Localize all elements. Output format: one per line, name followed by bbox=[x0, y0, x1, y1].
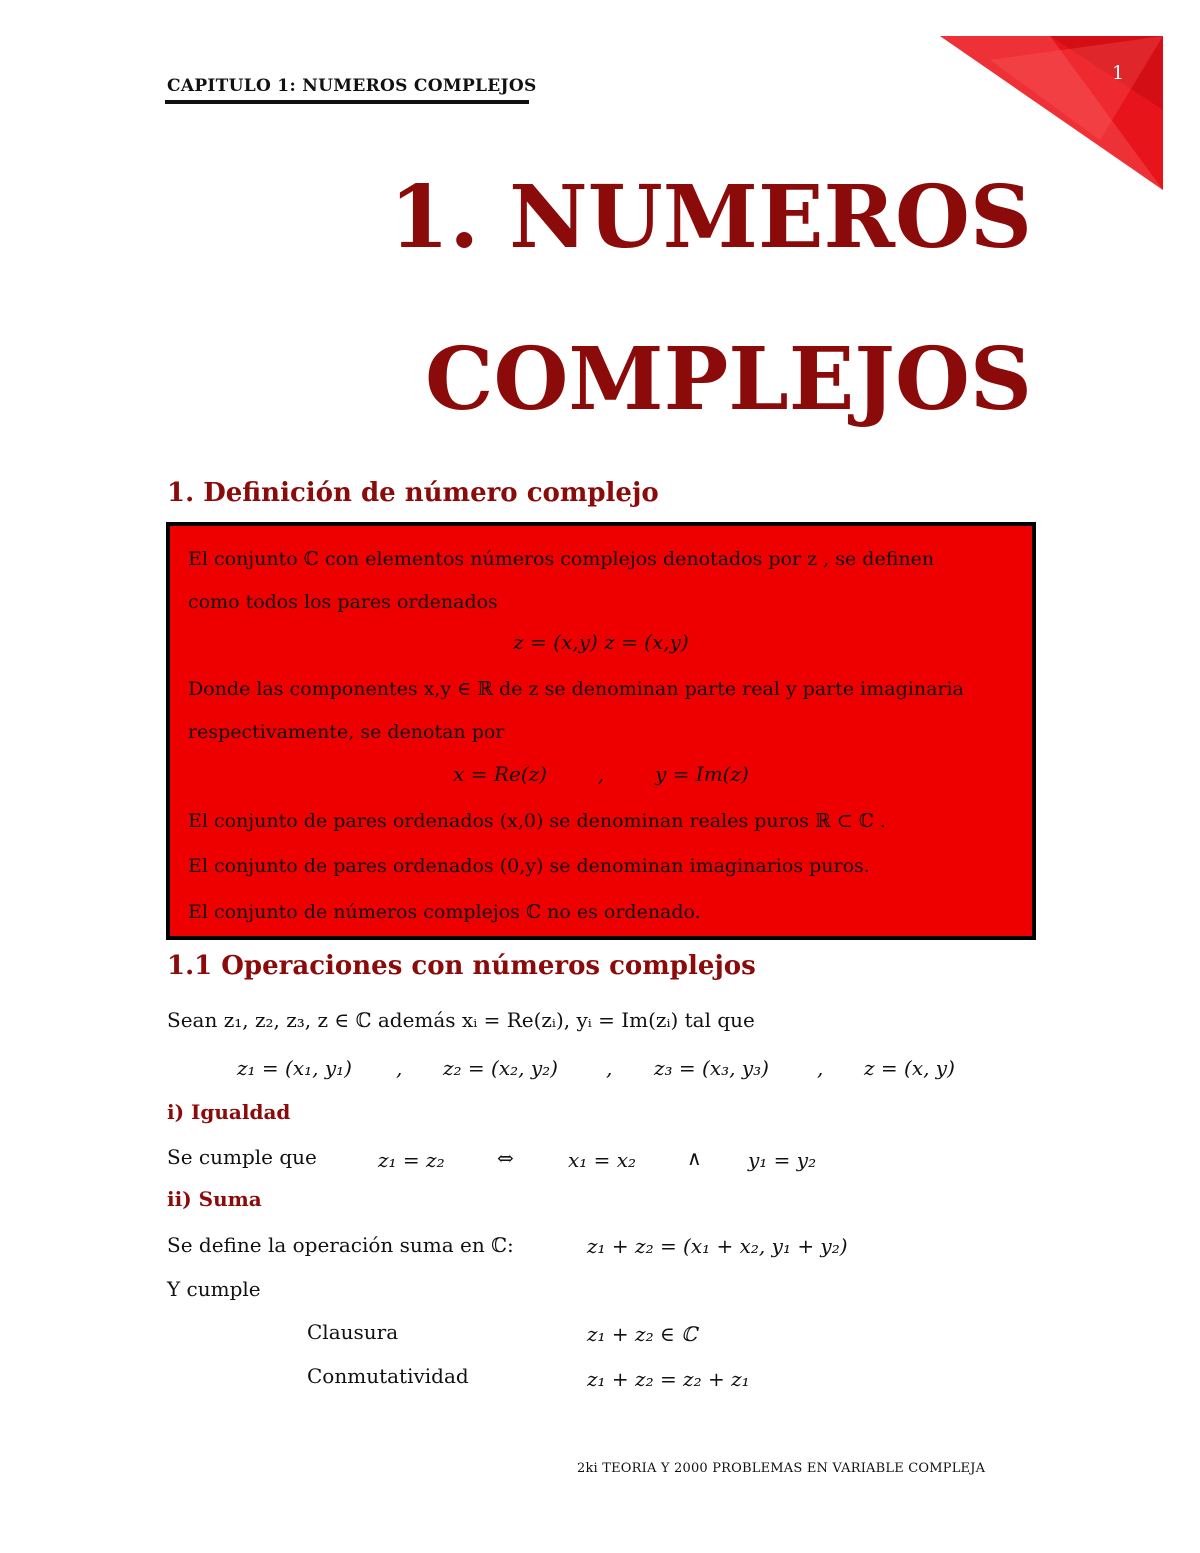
box-line-6: El conjunto de pares ordenados (0,y) se denominan imaginarios puros. bbox=[188, 855, 870, 877]
separator-comma: , bbox=[606, 1056, 613, 1080]
box-line-5: El conjunto de pares ordenados (x,0) se denominan reales puros ℝ ⊂ ℂ . bbox=[188, 810, 886, 832]
def-z3: z₃ = (x₃, y₃) bbox=[654, 1056, 769, 1080]
property-name-commutativity: Conmutatividad bbox=[307, 1364, 469, 1388]
chapter-header: CAPITULO 1: NUMEROS COMPLEJOS bbox=[167, 76, 537, 96]
box-line-3: Donde las componentes x,y ∈ ℝ de z se denominan parte real y parte imaginaria bbox=[188, 678, 964, 700]
subsection-heading-sum: ii) Suma bbox=[167, 1187, 262, 1211]
box-line-2: como todos los pares ordenados bbox=[188, 591, 498, 613]
separator-comma: , bbox=[396, 1056, 403, 1080]
box-equation-2: x = Re(z) , y = Im(z) bbox=[453, 762, 749, 786]
property-name-closure: Clausura bbox=[307, 1320, 399, 1344]
equality-right: y₁ = y₂ bbox=[748, 1148, 817, 1172]
box-line-4: respectivamente, se denotan por bbox=[188, 721, 505, 743]
sum-definition-text: Se define la operación suma en ℂ: bbox=[167, 1233, 514, 1257]
box-line-1: El conjunto ℂ con elementos números complejos denotados por z , se definen bbox=[188, 548, 935, 570]
section-heading-definition: 1. Definición de número complejo bbox=[167, 478, 659, 508]
separator-comma: , bbox=[817, 1056, 824, 1080]
def-z2: z₂ = (x₂, y₂) bbox=[443, 1056, 558, 1080]
chapter-title-line2: COMPLEJOS bbox=[425, 329, 1032, 430]
box-equation-1: z = (x,y) z = (x,y) bbox=[513, 630, 689, 654]
equality-left: z₁ = z₂ bbox=[378, 1148, 445, 1172]
definition-box bbox=[166, 522, 1036, 940]
subsection-heading-equality: i) Igualdad bbox=[167, 1100, 291, 1124]
page-footer: 2ki TEORIA Y 2000 PROBLEMAS EN VARIABLE COMPLEJA bbox=[577, 1461, 986, 1476]
chapter-title-line1: 1. NUMEROS bbox=[389, 167, 1032, 268]
def-z1: z₁ = (x₁, y₁) bbox=[237, 1056, 352, 1080]
equality-mid: x₁ = x₂ bbox=[568, 1148, 637, 1172]
def-z: z = (x, y) bbox=[864, 1056, 955, 1080]
property-formula-closure: z₁ + z₂ ∈ ℂ bbox=[587, 1322, 698, 1346]
page-number: 1 bbox=[1112, 62, 1125, 84]
header-rule bbox=[165, 100, 529, 104]
equality-text: Se cumple que bbox=[167, 1145, 317, 1169]
operations-intro: Sean z₁, z₂, z₃, z ∈ ℂ además xᵢ = Re(zᵢ), yᵢ = Im(zᵢ) tal que bbox=[167, 1008, 755, 1032]
sum-properties-intro: Y cumple bbox=[167, 1277, 261, 1301]
box-line-7: El conjunto de números complejos ℂ no es ordenado. bbox=[188, 901, 701, 923]
and-symbol: ∧ bbox=[687, 1146, 702, 1170]
property-formula-commutativity: z₁ + z₂ = z₂ + z₁ bbox=[587, 1367, 750, 1391]
sum-equation: z₁ + z₂ = (x₁ + x₂, y₁ + y₂) bbox=[587, 1234, 848, 1258]
iff-symbol: ⇔ bbox=[497, 1146, 514, 1170]
section-heading-operations: 1.1 Operaciones con números complejos bbox=[167, 951, 756, 981]
